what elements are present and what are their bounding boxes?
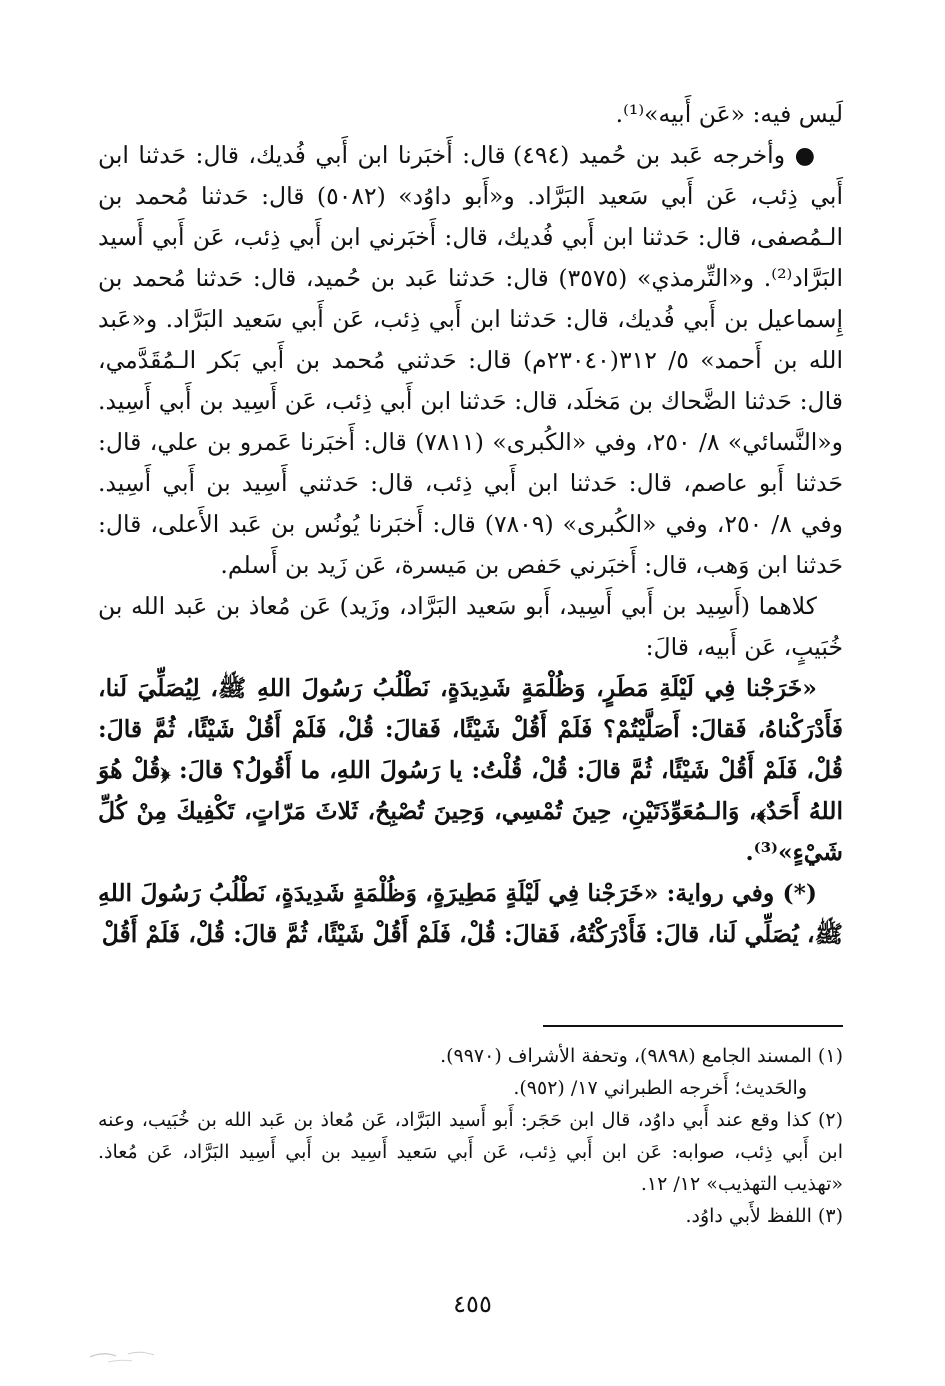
footnote-separator [543, 1025, 843, 1027]
page-number: ٤٥٥ [453, 1290, 492, 1318]
footnotes [98, 1040, 843, 1232]
opening-line: لَيس فيه: «عَن أَبيه»⁽¹⁾. [615, 100, 843, 128]
footnote-1-continuation: والحَديث؛ أَخرجه الطبراني ١٧/ (٩٥٢). [513, 1077, 807, 1099]
variant-narration-paragraph: (*) وفي رواية: «خَرَجْنا فِي لَيْلَةٍ مَطِيرَةٍ، وَظُلْمَةٍ شَدِيدَةٍ، نَطْلُبُ رَسُولَ اللهِ ﷺ، يُصَلِّي لَنا، قالَ: فَأَدْرَكْتُهُ، فَقالَ: قُلْ، فَلَمْ أَقُلْ شَيْئًا، ثُمَّ قالَ: قُلْ، فَلَمْ أَقُلْ [98, 879, 843, 948]
footnote-1: (١) المسند الجامع (٩٨٩٨)، وتحفة الأشراف (٩٩٧٠). [440, 1045, 843, 1067]
footnote-3: (٣) اللفظ لأَبي داوُد. [685, 1205, 843, 1227]
hadith-text-paragraph: «خَرَجْنا فِي لَيْلَةِ مَطَرٍ، وَظُلْمَةٍ شَدِيدَةٍ، نَطْلُبُ رَسُولَ اللهِ ﷺ، لِيُصَلِّيَ لَنا، فَأَدْرَكْناهُ، فَقالَ: أَصَلَّيْتُمْ؟ فَلَمْ أَقُلْ شَيْئًا، فَقالَ: قُلْ، فَلَمْ أَقُلْ شَيْئًا، ثُمَّ قالَ: قُلْ، فَلَمْ أَقُلْ شَيْئًا، ثُمَّ قالَ: قُلْ، قُلْتُ: يا رَسُولَ اللهِ، ما أَقُولُ؟ قالَ: ﴿قُلْ هُوَ اللهُ أَحَدٌ﴾، وَالـمُعَوِّذَتَيْنِ، حِينَ تُمْسِي، وَحِينَ تُصْبِحُ، ثَلاثَ مَرّاتٍ، تَكْفِيكَ مِنْ كُلِّ شَيْءٍ»⁽³⁾. [98, 674, 843, 866]
takhrij-paragraph [98, 135, 843, 586]
isnad-summary-paragraph: كلاهما (أَسِيد بن أَبي أَسِيد، أَبو سَعيد البَرَّاد، وزَيد) عَن مُعاذ بن عَبد الله بن خُبَيبٍ، عَن أَبيه، قالَ: [98, 592, 843, 661]
takhrij-text: ● وأخرجه عَبد بن حُميد (٤٩٤) قال: أَخبَرنا ابن أَبي فُديك، قال: حَدثنا ابن أَبي ذِئب، عَن أَبي سَعيد البَرَّاد. و«أَبو داوُد» (٥٠٨٢) قال: حَدثنا مُحمد بن الـمُصفى، قال: حَدثنا ابن أَبي فُديك، قال: أَخبَرني ابن أَبي ذِئب، عَن أَبي أَسيد البَرَّاد⁽²⁾. و«التِّرمذي» (٣٥٧٥) قال: حَدثنا عَبد بن حُميد، قال: حَدثنا مُحمد بن إِسماعيل بن أَبي فُديك، قال: حَدثنا ابن أَبي ذِئب، عَن أَبي سَعيد البَرَّاد. و«عَبد الله بن أَحمد» ٥/ ٣١٢(٢٣٠٤٠م) قال: حَدثني مُحمد بن أَبي بَكر الـمُقَدَّمي، قال: حَدثنا الضَّحاك بن مَخلَد، قال: حَدثنا ابن أَبي ذِئب، عَن أَسِيد بن أَبي أَسِيد. و«النَّسائي» ٨/ ٢٥٠، وفي «الكُبرى» (٧٨١١) قال: أَخبَرنا عَمرو بن علي، قال: حَدثنا أَبو عاصم، قال: حَدثنا ابن أَبي ذِئب، قال: حَدثني أَسِيد بن أَبي أَسِيد. وفي ٨/ ٢٥٠، وفي «الكُبرى» (٧٨٠٩) قال: أَخبَرنا يُونُس بن عَبد الأَعلى، قال: حَدثنا ابن وَهب، قال: أَخبَرني حَفص بن مَيسرة، عَن زَيد بن أَسلم. [98, 141, 844, 579]
scan-smudge [88, 1345, 158, 1365]
main-text [98, 94, 843, 955]
footnote-2: (٢) كذا وقع عند أَبي داوُد، قال ابن حَجَر: أَبو أَسيد البَرَّاد، عَن مُعاذ بن عَبد الله بن خُبَيب، وعنه ابن أَبي ذِئب، صوابه: عَن ابن أَبي ذِئب، عَن أَبي سَعيد أَسِيد بن أَبي أَسِيد البَرَّاد، عَن مُعاذ. «تهذيب التهذيب» ١٢/ ١٢. [98, 1109, 843, 1195]
